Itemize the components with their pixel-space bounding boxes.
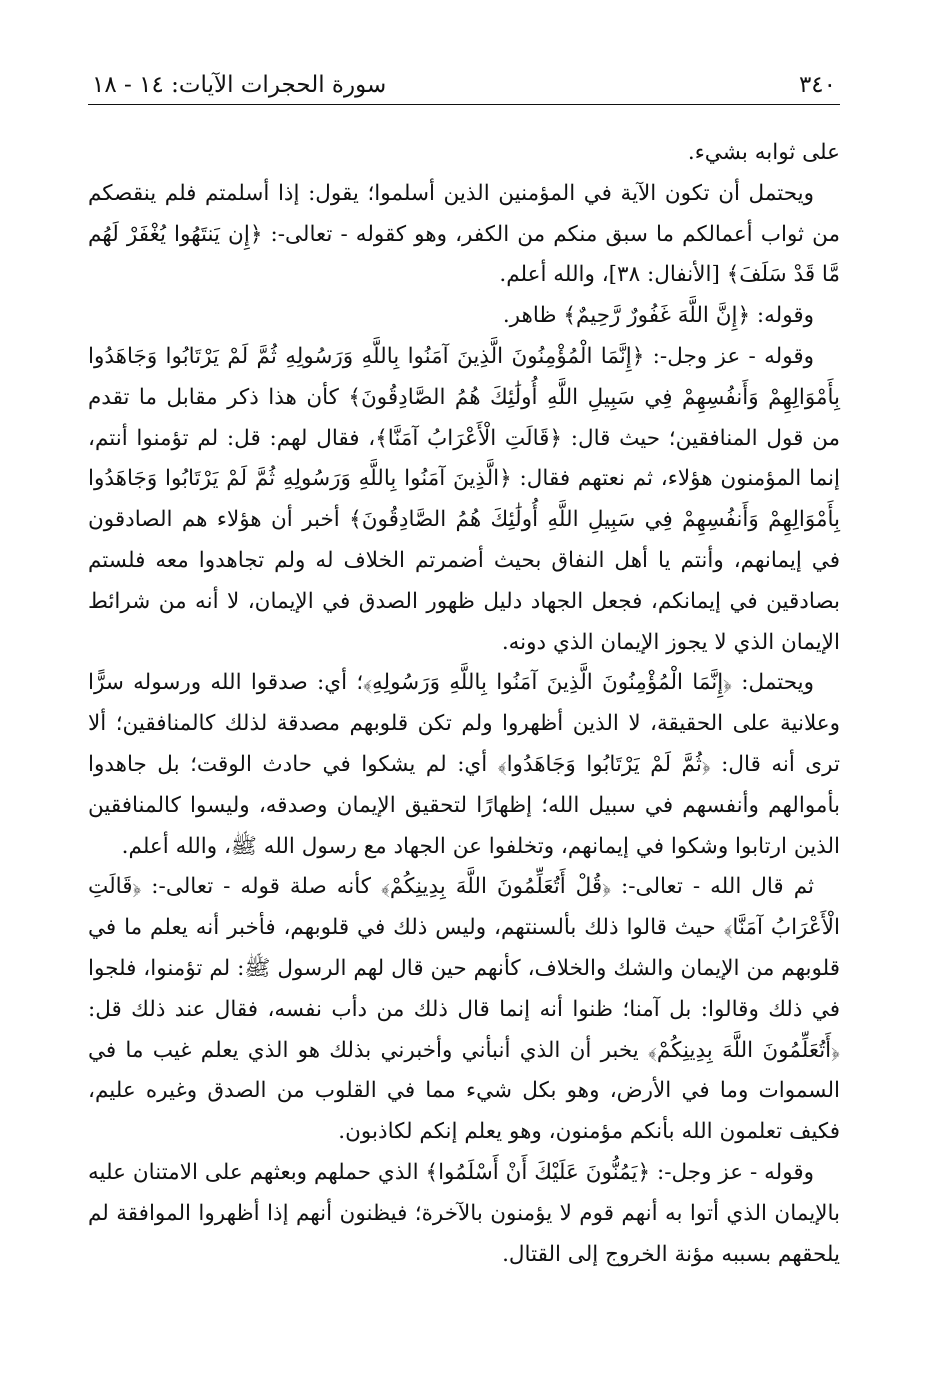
paragraph-4: وقوله - عز وجل-: ﴿إِنَّمَا الْمُؤْمِنُونَ الَّذِينَ آمَنُوا بِاللَّهِ وَرَسُولِهِ ثُمَّ لَمْ يَرْتَابُوا وَجَاهَدُوا بِأَمْوَالِهِمْ وَأَنفُسِهِمْ فِي سَبِيلِ اللَّهِ أُولَٰئِكَ هُمُ الصَّادِقُونَ﴾ كأن هذا ذكر مقابل ما تقدم من قول المنافقين؛ حيث قال: ﴿قَالَتِ الْأَعْرَابُ آمَنَّا﴾، فقال لهم: قل: لم تؤمنوا أنتم، إنما المؤمنون هؤلاء، ثم نعتهم فقال: ﴿الَّذِينَ آمَنُوا بِاللَّهِ وَرَسُولِهِ ثُمَّ لَمْ يَرْتَابُوا وَجَاهَدُوا بِأَمْوَالِهِمْ وَأَنفُسِهِمْ فِي سَبِيلِ اللَّهِ أُولَٰئِكَ هُمُ الصَّادِقُونَ﴾ أخبر أن هؤلاء هم الصادقون في إيمانهم، وأنتم يا أهل النفاق بحيث أضمرتم الخلاف له ولم تجاهدوا معه فلستم بصادقين في إيمانكم، فجعل الجهاد دليل ظهور الصدق في الإيمان، لا أنه من شرائط الإيمان الذي لا يجوز الإيمان الذي دونه. (88, 343, 840, 655)
paragraph-5: ويحتمل: ﴿إِنَّمَا الْمُؤْمِنُونَ الَّذِينَ آمَنُوا بِاللَّهِ وَرَسُولِهِ﴾؛ أي: صدقوا الله ورسوله سرًّا وعلانية على الحقيقة، لا الذين أظهروا ولم تكن قلوبهم مصدقة لذلك كالمنافقين؛ ألا ترى أنه قال: ﴿ثُمَّ لَمْ يَرْتَابُوا وَجَاهَدُوا﴾ أي: لم يشكوا في حادث الوقت؛ بل جاهدوا بأموالهم وأنفسهم في سبيل الله؛ إظهارًا لتحقيق الإيمان وصدقه، وليسوا كالمنافقين الذين ارتابوا وشكوا في إيمانهم، وتخلفوا عن الجهاد مع رسول الله ﷺ، والله أعلم. (88, 670, 840, 859)
paragraph-3: وقوله: ﴿إِنَّ اللَّهَ غَفُورٌ رَّحِيمٌ﴾ ظاهر. (502, 303, 814, 329)
page-header (88, 62, 840, 105)
paragraph-6: ثم قال الله - تعالى-: ﴿قُلْ أَتُعَلِّمُونَ اللَّهَ بِدِينِكُمْ﴾ كأنه صلة قوله - تعالى-: ﴿قَالَتِ الْأَعْرَابُ آمَنَّا﴾ حيث قالوا ذلك بألسنتهم، وليس ذلك في قلوبهم، فأخبر أنه يعلم ما في قلوبهم من الإيمان والشك والخلاف، كأنهم حين قال لهم الرسول ﷺ: لم تؤمنوا، فلجوا في ذلك وقالوا: بل آمنا؛ ظنوا أنه إنما قال ذلك من دأب نفسه، فقال عند ذلك قل: ﴿أَتُعَلِّمُونَ اللَّهَ بِدِينِكُمْ﴾ يخبر أن الذي أنبأني وأخبرني بذلك هو الذي يعلم غيب ما في السموات وما في الأرض، وهو بكل شيء مما في القلوب من الصدق وغيره عليم، فكيف تعلمون الله بأنكم مؤمنون، وهو يعلم إنكم لكاذبون. (88, 874, 840, 1145)
page-body (88, 133, 840, 1275)
paragraph-7: وقوله - عز وجل-: ﴿يَمُنُّونَ عَلَيْكَ أَنْ أَسْلَمُوا﴾ الذي حملهم وبعثهم على الامتنان عليه بالإيمان الذي أتوا به أنهم قوم لا يؤمنون بالآخرة؛ فيظنون أنهم إذا أظهروا الموافقة لم يلحقهم بسببه مؤنة الخروج إلى القتال. (88, 1159, 840, 1267)
paragraph-1: على ثوابه بشيء. (687, 140, 840, 165)
surah-title: سورة الحجرات الآيات: ١٤ - ١٨ (92, 72, 387, 98)
paragraph-2: ويحتمل أن تكون الآية في المؤمنين الذين أسلموا؛ يقول: إذا أسلمتم فلم ينقصكم من ثواب أعمالكم ما سبق منكم من الكفر، وهو كقوله - تعالى-: ﴿إِن يَنتَهُوا يُغْفَرْ لَهُم مَّا قَدْ سَلَفَ﴾ [الأنفال: ٣٨]، والله أعلم. (88, 180, 840, 288)
page-number: ٣٤٠ (798, 72, 836, 98)
book-page (88, 62, 840, 1275)
